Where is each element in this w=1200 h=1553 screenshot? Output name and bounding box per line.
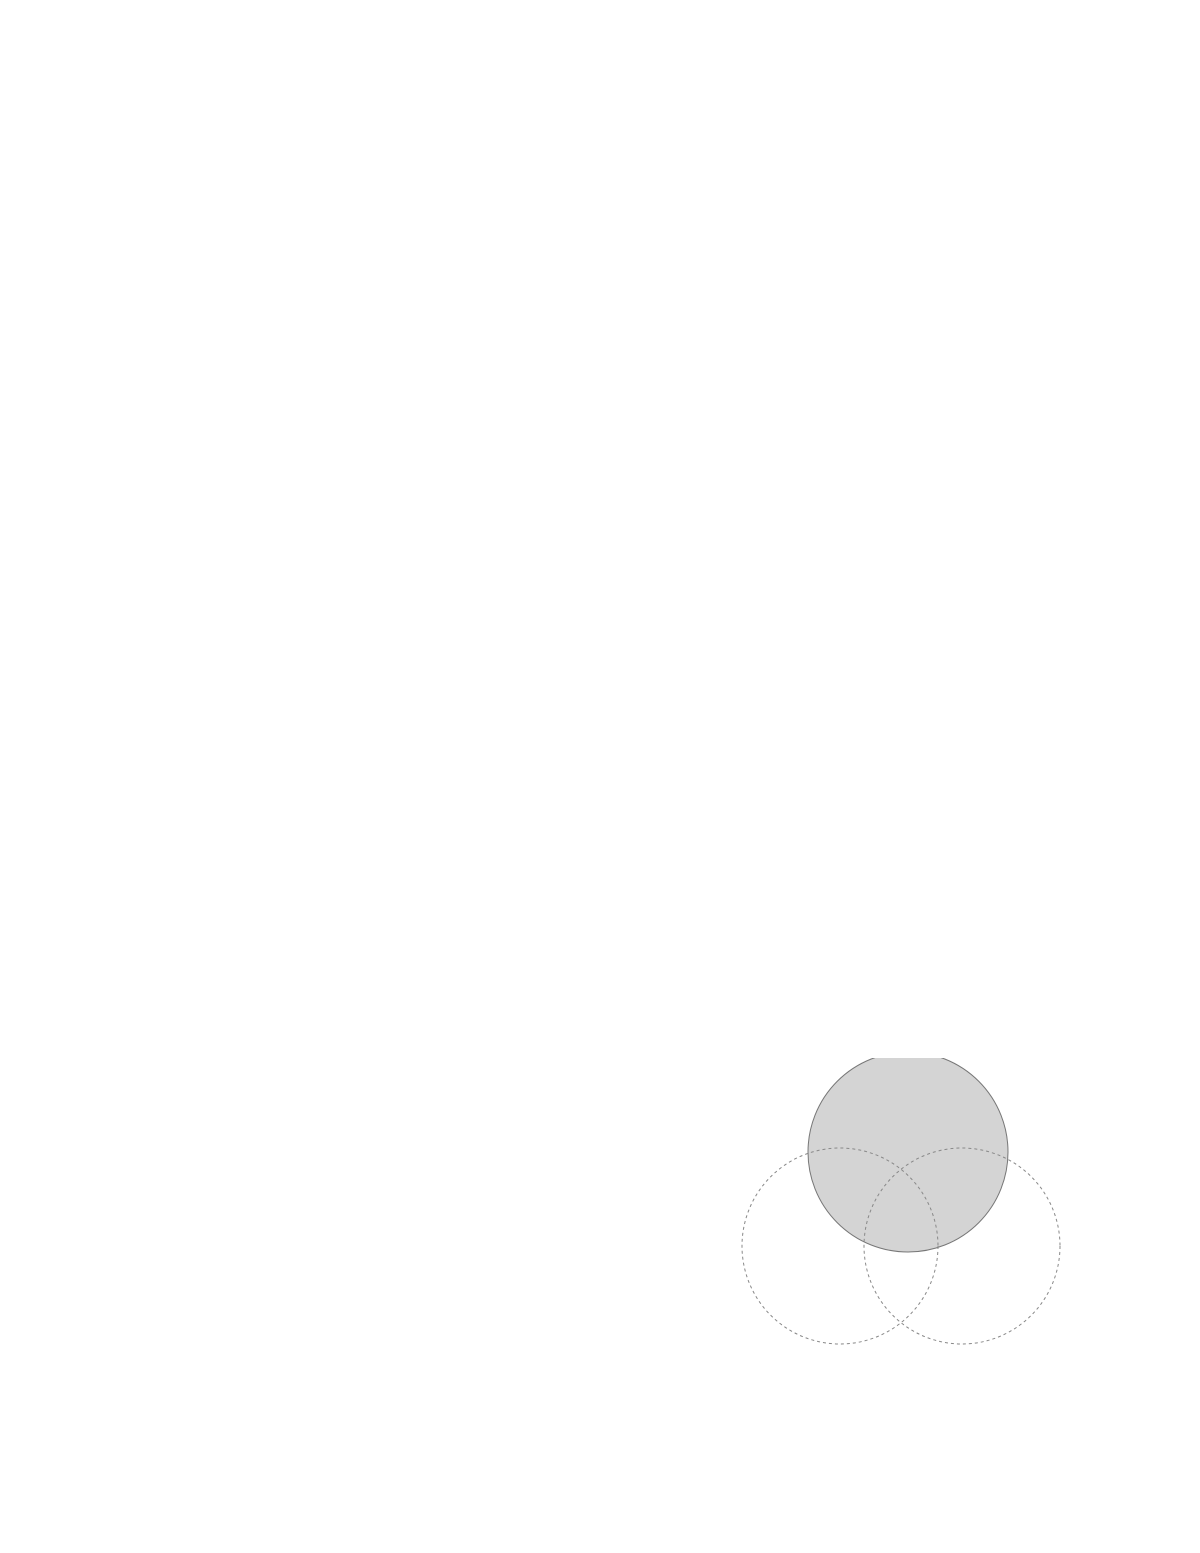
list-item [175, 489, 211, 518]
list-item [175, 461, 211, 490]
list-item [175, 258, 211, 287]
list-item [175, 344, 211, 373]
list-item [175, 634, 211, 663]
list-ecosystem [175, 432, 211, 547]
list-item [175, 605, 211, 634]
dimensions-list [141, 1243, 441, 1299]
list-item [175, 315, 211, 344]
dimensions-row [141, 1243, 441, 1271]
list-item [175, 518, 211, 547]
list-item [175, 807, 211, 836]
list-decline [175, 750, 211, 922]
list-item [175, 865, 211, 894]
dimensions-row [141, 1271, 441, 1299]
list-ecology [175, 605, 211, 691]
list-item [175, 893, 211, 922]
list-item [175, 432, 211, 461]
list-item [175, 287, 211, 316]
list-item [175, 836, 211, 865]
sustainability-venn-diagram [730, 1058, 1075, 1353]
list-item [175, 662, 211, 691]
list-item [175, 779, 211, 808]
venn-circle-social [808, 1058, 1008, 1252]
list-global-picture [175, 258, 211, 373]
list-item [175, 750, 211, 779]
